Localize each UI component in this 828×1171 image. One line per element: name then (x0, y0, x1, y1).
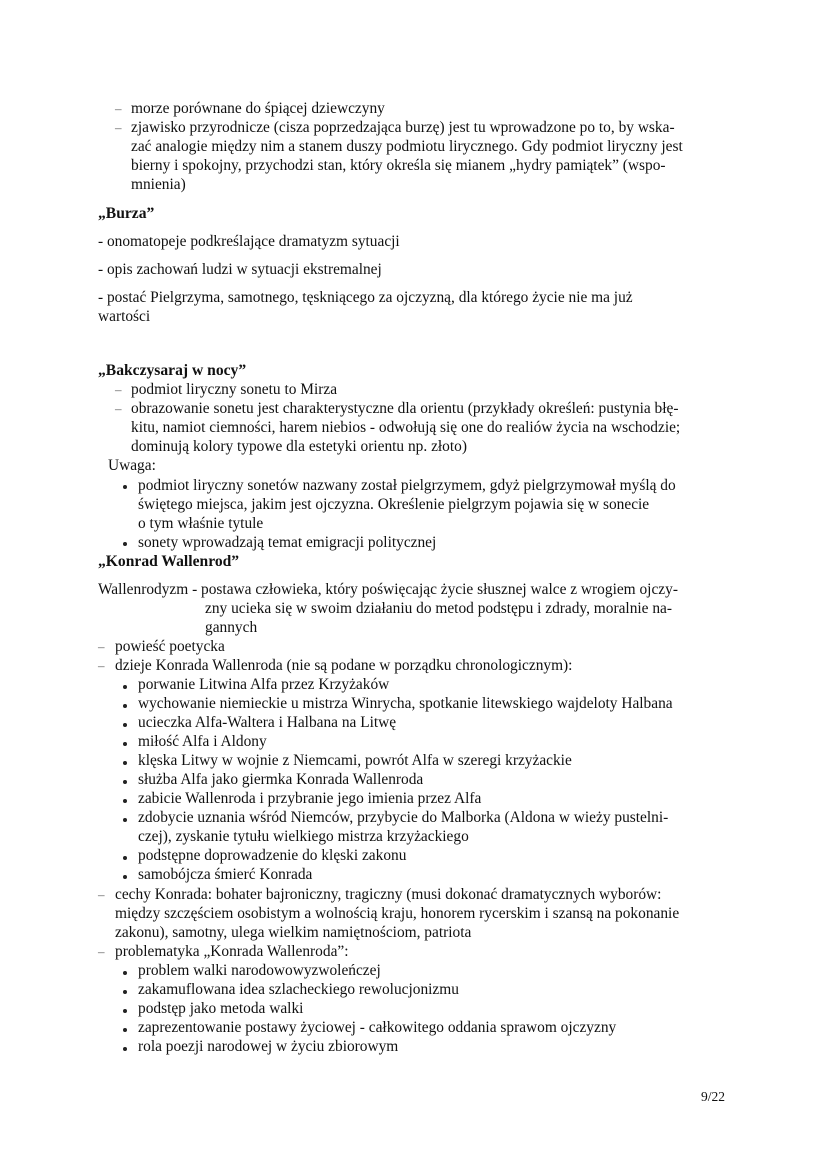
list-item: dzieje Konrada Wallenroda (nie są podane w porządku chronologicznym): (115, 657, 573, 674)
note-label: Uwaga: (108, 457, 156, 474)
dash-marker: – (98, 944, 105, 959)
dash-marker: – (98, 887, 105, 902)
bullet-marker (123, 742, 127, 746)
list-item: podstęp jako metoda walki (138, 1000, 304, 1017)
bullet-marker (123, 542, 127, 546)
bullet-marker (123, 971, 127, 975)
paragraph-line: - opis zachowań ludzi w sytuacji ekstremalnej (98, 261, 382, 278)
list-item-continuation: dominują kolory typowe dla estetyki orientu np. złoto) (131, 438, 467, 455)
list-item: podstępne doprowadzenie do klęski zakonu (138, 847, 407, 864)
bullet-marker (123, 485, 127, 489)
list-item-continuation: czej), zyskanie tytułu wielkiego mistrza krzyżackiego (138, 828, 469, 845)
list-item-continuation: zakonu), samotny, ulega wielkim namiętnościom, patriota (115, 924, 472, 941)
bullet-marker (123, 799, 127, 803)
list-item: porwanie Litwina Alfa przez Krzyżaków (138, 676, 390, 693)
dash-marker: – (115, 120, 122, 135)
definition-line: Wallenrodyzm - postawa człowieka, który poświęcając życie słusznej walce z wrogiem ojczy- (98, 581, 678, 598)
bullet-marker (123, 1009, 127, 1013)
definition-line: gannych (205, 619, 258, 636)
dash-marker: – (115, 401, 122, 416)
list-item-continuation: o tym właśnie tytule (138, 515, 264, 532)
list-item: ucieczka Alfa-Waltera i Halbana na Litwę (138, 714, 397, 731)
list-item: morze porównane do śpiącej dziewczyny (131, 100, 385, 117)
bullet-marker (123, 856, 127, 860)
list-item: zakamuflowana idea szlacheckiego rewolucjonizmu (138, 981, 459, 998)
list-item: problematyka „Konrada Wallenroda”: (115, 943, 349, 960)
dash-marker: – (115, 382, 122, 397)
section-heading-bakczysaraj: „Bakczysaraj w nocy” (98, 362, 247, 379)
list-item: zjawisko przyrodnicze (cisza poprzedzająca burzę) jest tu wprowadzone po to, by wska- (131, 119, 675, 136)
bullet-marker (123, 723, 127, 727)
bullet-marker (123, 875, 127, 879)
list-item: służba Alfa jako giermka Konrada Wallenroda (138, 771, 424, 788)
bullet-marker (123, 1047, 127, 1051)
list-item: sonety wprowadzają temat emigracji politycznej (138, 534, 437, 551)
list-item: zabicie Wallenroda i przybranie jego imienia przez Alfa (138, 790, 482, 807)
bullet-marker (123, 685, 127, 689)
bullet-marker (123, 818, 127, 822)
bullet-marker (123, 704, 127, 708)
dash-marker: – (98, 639, 105, 654)
bullet-marker (123, 761, 127, 765)
bullet-marker (123, 990, 127, 994)
paragraph-line: wartości (98, 308, 151, 325)
list-item-continuation: kitu, namiot ciemności, harem niebios - odwołują się one do realiów życia na wschodzie; (131, 419, 681, 436)
dash-marker: – (115, 101, 122, 116)
list-item-continuation: między szczęściem osobistym a wolnością kraju, honorem rycerskim i szansą na pokonanie (115, 905, 680, 922)
bullet-marker (123, 1028, 127, 1032)
list-item-continuation: zać analogie między nim a stanem duszy podmiotu lirycznego. Gdy podmiot liryczny jest (131, 138, 683, 155)
list-item-continuation: świętego miejsca, jakim jest ojczyzna. Określenie pielgrzym pojawia się w sonecie (138, 496, 650, 513)
list-item: cechy Konrada: bohater bajroniczny, tragiczny (musi dokonać dramatycznych wyborów: (115, 886, 662, 903)
list-item: powieść poetycka (115, 638, 225, 655)
list-item: obrazowanie sonetu jest charakterystyczne dla orientu (przykłady określeń: pustynia błę- (131, 400, 679, 417)
page-number: 9/22 (701, 1089, 726, 1104)
section-heading-burza: „Burza” (98, 205, 155, 222)
list-item: podmiot liryczny sonetu to Mirza (131, 381, 338, 398)
list-item-continuation: bierny i spokojny, przychodzi stan, który określa się mianem „hydry pamiątek” (wspo- (131, 157, 666, 174)
paragraph-line: - onomatopeje podkreślające dramatyzm sytuacji (98, 233, 400, 250)
definition-line: zny ucieka się w swoim działaniu do metod podstępu i zdrady, moralnie na- (205, 600, 673, 617)
paragraph-line: - postać Pielgrzyma, samotnego, tęskniącego za ojczyzną, dla którego życie nie ma już (98, 289, 633, 306)
list-item: podmiot liryczny sonetów nazwany został pielgrzymem, gdyż pielgrzymował myślą do (138, 477, 676, 494)
list-item: wychowanie niemieckie u mistrza Winrycha, spotkanie litewskiego wajdeloty Halbana (138, 695, 673, 712)
list-item: zdobycie uznania wśród Niemców, przybycie do Malborka (Aldona w wieży pustelni- (138, 809, 669, 826)
list-item: samobójcza śmierć Konrada (138, 866, 313, 883)
list-item: rola poezji narodowej w życiu zbiorowym (138, 1038, 399, 1055)
list-item: zaprezentowanie postawy życiowej - całkowitego oddania sprawom ojczyzny (138, 1019, 617, 1036)
list-item: klęska Litwy w wojnie z Niemcami, powrót Alfa w szeregi krzyżackie (138, 752, 572, 769)
bullet-marker (123, 780, 127, 784)
list-item-continuation: mnienia) (131, 176, 186, 193)
list-item: problem walki narodowowyzwoleńczej (138, 962, 381, 979)
dash-marker: – (98, 658, 105, 673)
section-heading-wallenrod: „Konrad Wallenrod” (98, 553, 240, 570)
list-item: miłość Alfa i Aldony (138, 733, 267, 750)
